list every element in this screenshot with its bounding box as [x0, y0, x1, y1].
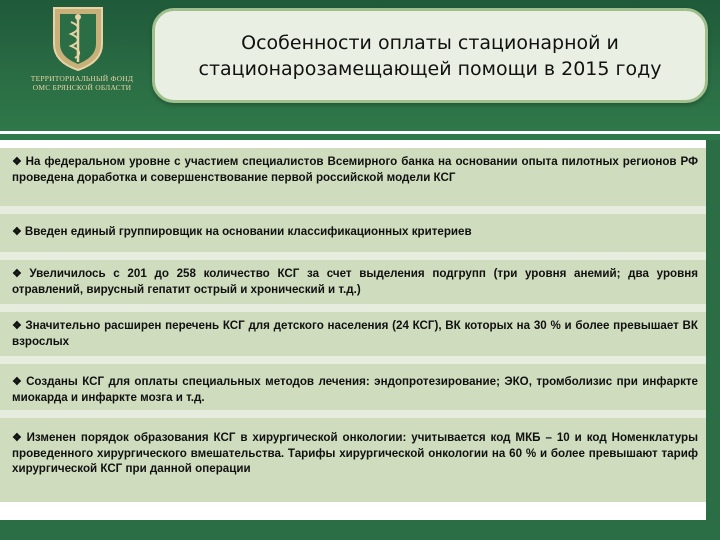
divider-stripe: [0, 131, 720, 134]
diamond-bullet-icon: ❖: [12, 226, 22, 238]
list-item-text: Изменен порядок образования КСГ в хирургической онкологии: учитывается код МКБ – 10 и код Номенклатуры проведенного хирургического вмешательства. Тарифы хирургической онкологии на 60 % и более превышают тариф хирургической КСГ при данной операции: [12, 431, 698, 475]
list-item-text: Значительно расширен перечень КСГ для детского населения (24 КСГ), ВК которых на 30 % и более превышает ВК взрослых: [12, 319, 698, 348]
list-item: [0, 214, 706, 252]
spacer: [0, 410, 706, 418]
diamond-bullet-icon: ❖: [12, 376, 24, 388]
logo: [8, 4, 138, 104]
list-item: [0, 148, 706, 206]
spacer: [0, 252, 706, 260]
list-item-text: Введен единый группировщик на основании классификационных критериев: [24, 225, 472, 238]
org-name-line2: ОМС БРЯНСКОЙ ОБЛАСТИ: [32, 83, 132, 92]
title-box: [152, 8, 708, 103]
diamond-bullet-icon: ❖: [12, 432, 24, 444]
list-item-text: Созданы КСГ для оплаты специальных методов лечения: эндопротезирование; ЭКО, тромболизис при инфаркте миокарда и инфаркте мозга и т.д.: [12, 375, 698, 404]
footer-band: [0, 520, 720, 540]
org-name: [12, 74, 152, 92]
emblem-icon: [48, 4, 108, 72]
side-bar: [706, 140, 720, 520]
list-item-text: Увеличилось с 201 до 258 количество КСГ за счет выделения подгрупп (три уровня анемий; два уровня отравлений, вирусный гепатит острый и хронический и т.д.): [12, 267, 698, 296]
org-name-line1: ТЕРРИТОРИАЛЬНЫЙ ФОНД: [30, 74, 134, 83]
list-item: [0, 364, 706, 410]
diamond-bullet-icon: ❖: [12, 156, 23, 168]
spacer: [0, 206, 706, 214]
diamond-bullet-icon: ❖: [12, 320, 23, 332]
bullet-list: [0, 148, 706, 502]
spacer: [0, 356, 706, 364]
list-item: [0, 312, 706, 356]
list-item: [0, 418, 706, 502]
diamond-bullet-icon: ❖: [12, 268, 27, 280]
page-title: Особенности оплаты стационарной и стационарозамещающей помощи в 2015 году: [198, 31, 662, 80]
spacer: [0, 304, 706, 312]
list-item-text: На федеральном уровне с участием специалистов Всемирного банка на основании опыта пилотных регионов РФ проведена доработка и совершенствование первой российской модели КСГ: [12, 155, 698, 184]
list-item: [0, 260, 706, 304]
